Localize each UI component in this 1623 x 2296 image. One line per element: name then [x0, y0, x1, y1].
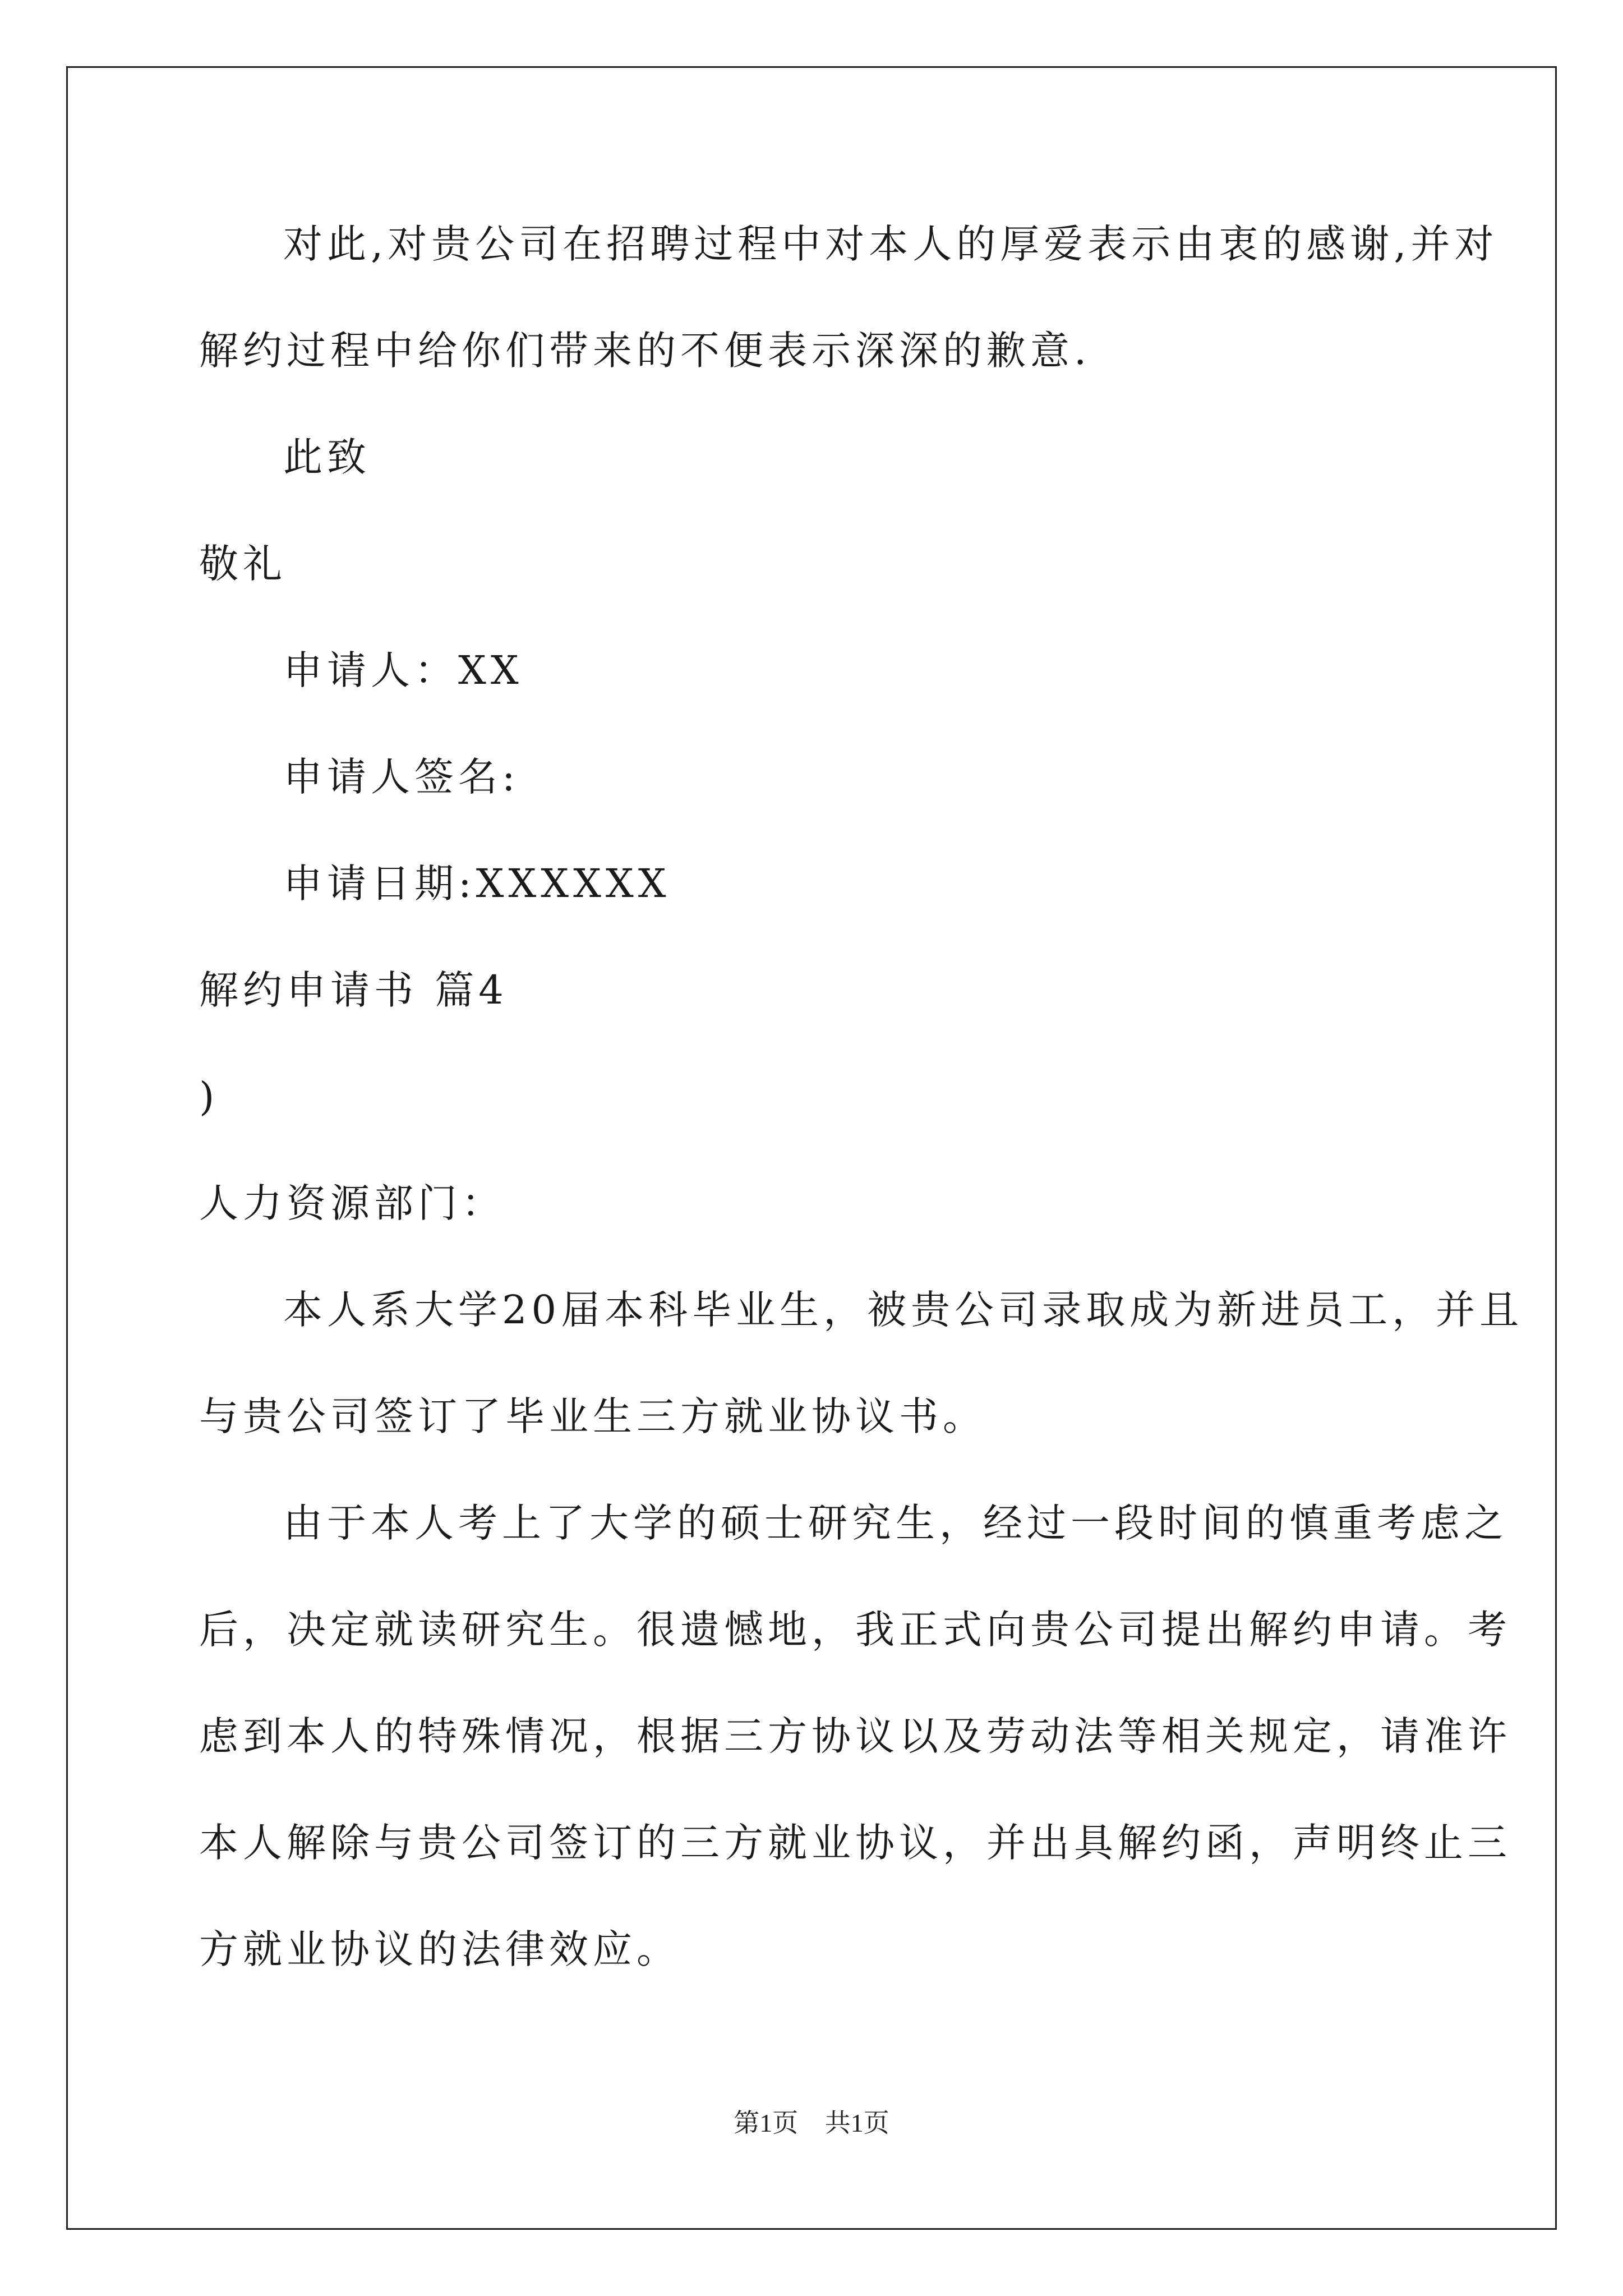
paragraph-line: 本人解除与贵公司签订的三方就业协议，并出具解约函，声明终止三 [199, 1820, 1511, 1866]
paragraph-line: 对此,对贵公司在招聘过程中对本人的厚爱表示由衷的感谢,并对 [283, 221, 1498, 267]
page-footer [0, 2106, 1623, 2140]
closing-regards: 敬礼 [199, 541, 287, 587]
page-total: 共1页 [824, 2109, 889, 2137]
applicant-signature: 申请人签名: [283, 754, 520, 800]
page-number: 第1页 [734, 2109, 799, 2137]
closing-salutation: 此致 [283, 434, 371, 480]
application-date: 申请日期:XXXXXX [283, 861, 671, 907]
paragraph-line: 本人系大学20届本科毕业生，被贵公司录取成为新进员工，并且 [283, 1287, 1524, 1333]
paragraph-line: 方就业协议的法律效应。 [199, 1926, 680, 1972]
applicant-name: 申请人：XX [283, 647, 523, 693]
section-heading: 解约申请书 篇4 [199, 967, 508, 1013]
paragraph-line: 后，决定就读研究生。很遗憾地，我正式向贵公司提出解约申请。考 [199, 1607, 1511, 1653]
stray-paren: ) [199, 1074, 219, 1120]
paragraph-line: 由于本人考上了大学的硕士研究生，经过一段时间的慎重考虑之 [283, 1500, 1508, 1546]
paragraph-line: 与贵公司签订了毕业生三方就业协议书。 [199, 1393, 986, 1439]
addressee: 人力资源部门： [199, 1180, 505, 1226]
paragraph-line: 虑到本人的特殊情况，根据三方协议以及劳动法等相关规定，请准许 [199, 1713, 1511, 1759]
page-border [66, 66, 1557, 2230]
paragraph-line: 解约过程中给你们带来的不便表示深深的歉意. [199, 328, 1091, 374]
